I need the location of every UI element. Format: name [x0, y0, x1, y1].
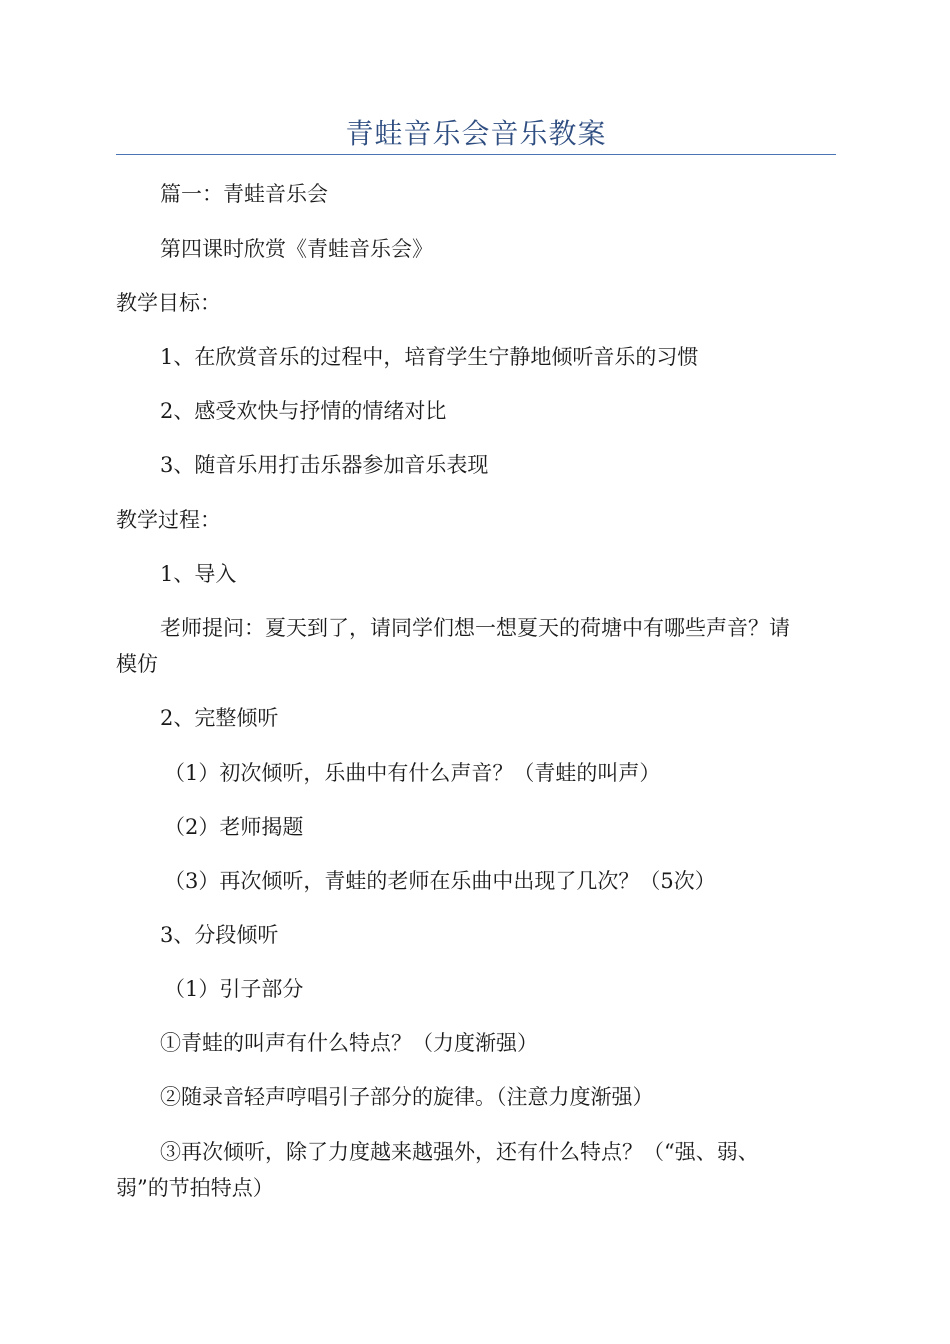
circled-item-1: ①青蛙的叫声有什么特点？（力度渐强） — [160, 1031, 538, 1055]
circled-item-3-line-2: 弱”的节拍特点） — [116, 1176, 274, 1200]
document-title: 青蛙音乐会音乐教案 — [345, 117, 607, 150]
process-step-3: 3、分段倾听 — [160, 923, 279, 947]
circled-item-2: ②随录音轻声哼唱引子部分的旋律。（注意力度渐强） — [160, 1085, 654, 1109]
process-step-1: 1、导入 — [160, 562, 237, 586]
heading-process: 教学过程： — [116, 508, 221, 532]
paragraph-part-one: 篇一：青蛙音乐会 — [160, 182, 328, 206]
step-2-item-1: （1）初次倾听，乐曲中有什么声音？（青蛙的叫声） — [164, 761, 661, 785]
heading-objectives: 教学目标： — [116, 291, 221, 315]
process-step-2: 2、完整倾听 — [160, 706, 279, 730]
teacher-question-line-2: 模仿 — [116, 652, 158, 676]
paragraph-lesson-title: 第四课时欣赏《青蛙音乐会》 — [160, 237, 433, 261]
circled-item-3-line-1: ③再次倾听，除了力度越来越强外，还有什么特点？（“强、弱、 — [160, 1140, 759, 1164]
objective-item-1: 1、在欣赏音乐的过程中，培育学生宁静地倾听音乐的习惯 — [160, 345, 699, 369]
objective-item-3: 3、随音乐用打击乐器参加音乐表现 — [160, 453, 489, 477]
title-underline — [116, 154, 836, 155]
objective-item-2: 2、感受欢快与抒情的情绪对比 — [160, 399, 447, 423]
step-3-item-1: （1）引子部分 — [164, 977, 304, 1001]
step-2-item-3: （3）再次倾听，青蛙的老师在乐曲中出现了几次？（5次） — [164, 869, 716, 893]
teacher-question-line-1: 老师提问：夏天到了，请同学们想一想夏天的荷塘中有哪些声音？请 — [160, 616, 790, 640]
step-2-item-2: （2）老师揭题 — [164, 815, 304, 839]
